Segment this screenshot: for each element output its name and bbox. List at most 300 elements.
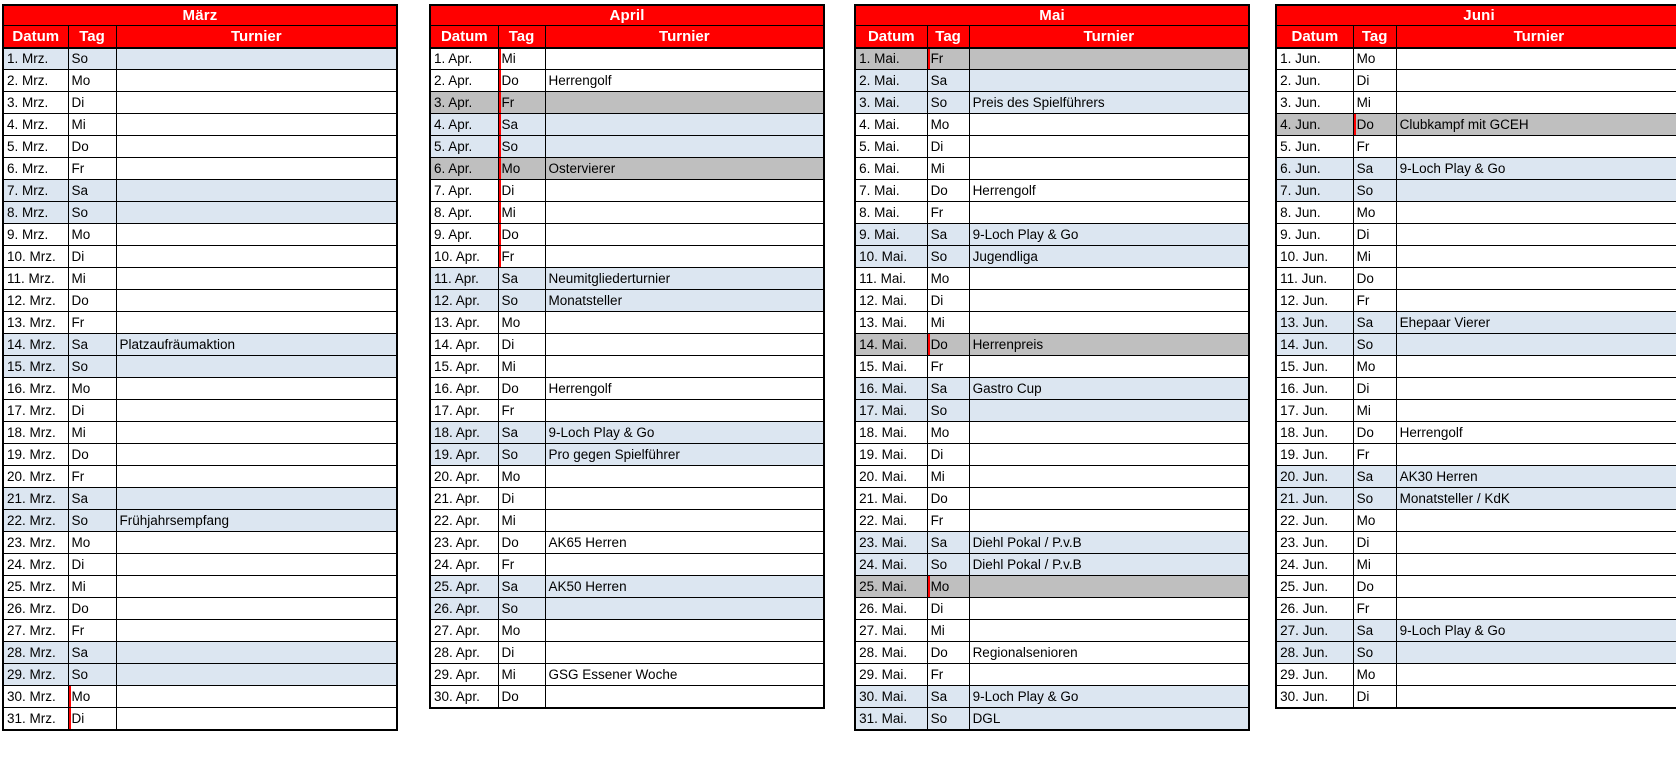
red-highlight-bar: [498, 158, 501, 180]
weekday-cell: [68, 114, 116, 136]
tournament-cell: Herrengolf: [969, 180, 1249, 202]
tournament-cell: [116, 686, 397, 708]
day-row: [430, 48, 824, 70]
tournament-cell: [1396, 180, 1676, 202]
date-cell: 2. Apr.: [430, 70, 498, 92]
date-cell: 21. Apr.: [430, 488, 498, 510]
weekday-cell: [498, 246, 545, 268]
weekday-cell: [68, 510, 116, 532]
weekday-cell: [68, 290, 116, 312]
tournament-cell: [1396, 444, 1676, 466]
weekday-label: Sa: [71, 491, 89, 506]
weekday-label: Do: [1356, 271, 1374, 286]
date-cell: 29. Jun.: [1276, 664, 1353, 686]
weekday-cell: [1353, 290, 1396, 312]
date-cell: 5. Mrz.: [3, 136, 68, 158]
date-cell: 16. Jun.: [1276, 378, 1353, 400]
tournament-cell: [116, 268, 397, 290]
tournament-cell: Herrenpreis: [969, 334, 1249, 356]
weekday-cell: [927, 356, 969, 378]
tournament-cell: [969, 444, 1249, 466]
tournament-cell: 9-Loch Play & Go: [545, 422, 824, 444]
weekday-cell: [1353, 598, 1396, 620]
month-calendar-april: [429, 4, 825, 709]
tournament-cell: [969, 290, 1249, 312]
date-cell: 21. Mai.: [855, 488, 927, 510]
day-row: [1276, 400, 1676, 422]
day-row: [3, 356, 397, 378]
weekday-label: Do: [71, 293, 89, 308]
weekday-cell: [1353, 554, 1396, 576]
day-row: [3, 466, 397, 488]
weekday-cell: [927, 70, 969, 92]
tournament-cell: [545, 510, 824, 532]
day-row: [430, 334, 824, 356]
weekday-cell: [498, 378, 545, 400]
tournament-cell: [969, 466, 1249, 488]
weekday-label: Di: [1356, 688, 1370, 704]
weekday-label: Mo: [930, 425, 950, 440]
calendar-table-maerz: [2, 4, 398, 731]
weekday-cell: [68, 488, 116, 510]
tournament-cell: Platzaufräumaktion: [116, 334, 397, 356]
tournament-cell: [1396, 136, 1676, 158]
day-row: [430, 312, 824, 334]
weekday-cell: [68, 598, 116, 620]
weekday-cell: [498, 224, 545, 246]
day-row: [855, 136, 1249, 158]
tournament-cell: [545, 202, 824, 224]
date-cell: 11. Jun.: [1276, 268, 1353, 290]
date-cell: 16. Mai.: [855, 378, 927, 400]
date-cell: 29. Mai.: [855, 664, 927, 686]
tournament-cell: [116, 136, 397, 158]
date-cell: 10. Mrz.: [3, 246, 68, 268]
weekday-label: Mo: [930, 579, 950, 594]
day-row: [3, 576, 397, 598]
weekday-label: Do: [930, 491, 948, 506]
day-row: [855, 532, 1249, 554]
date-cell: 23. Mai.: [855, 532, 927, 554]
date-cell: 15. Mrz.: [3, 356, 68, 378]
weekday-label: Sa: [1356, 623, 1374, 638]
weekday-label: Sa: [501, 117, 519, 132]
weekday-label: Do: [1356, 579, 1374, 594]
day-row: [1276, 268, 1676, 290]
weekday-label: Mo: [501, 623, 521, 638]
tournament-cell: [1396, 378, 1676, 400]
day-row: [855, 466, 1249, 488]
date-cell: 18. Jun.: [1276, 422, 1353, 444]
weekday-cell: [68, 246, 116, 268]
weekday-label: So: [501, 139, 519, 154]
tournament-cell: [1396, 334, 1676, 356]
red-highlight-bar: [927, 48, 930, 70]
calendar-table-mai: [854, 4, 1250, 731]
day-row: [3, 202, 397, 224]
date-cell: 13. Jun.: [1276, 312, 1353, 334]
day-row: [855, 444, 1249, 466]
red-highlight-bar: [498, 70, 501, 92]
weekday-cell: [68, 422, 116, 444]
day-row: [3, 224, 397, 246]
day-row: [3, 48, 397, 70]
day-row: [1276, 488, 1676, 510]
tournament-cell: 9-Loch Play & Go: [1396, 620, 1676, 642]
weekday-label: Di: [71, 403, 85, 418]
day-rows: [3, 48, 397, 730]
weekday-label: So: [930, 710, 948, 726]
weekday-label: Fr: [71, 161, 85, 176]
weekday-label: Di: [1356, 227, 1370, 242]
date-cell: 3. Apr.: [430, 92, 498, 114]
day-row: [855, 158, 1249, 180]
date-cell: 16. Apr.: [430, 378, 498, 400]
weekday-label: Mo: [1356, 513, 1376, 528]
weekday-label: Mi: [501, 513, 516, 528]
weekday-cell: [68, 664, 116, 686]
weekday-cell: [1353, 356, 1396, 378]
date-cell: 4. Jun.: [1276, 114, 1353, 136]
weekday-cell: [498, 312, 545, 334]
weekday-cell: [68, 224, 116, 246]
tournament-cell: [116, 444, 397, 466]
col-header-turnier: Turnier: [969, 26, 1249, 48]
day-row: [855, 180, 1249, 202]
day-row: [3, 664, 397, 686]
weekday-cell: [927, 290, 969, 312]
col-header-tag: Tag: [1353, 26, 1396, 48]
day-row: [430, 378, 824, 400]
weekday-label: Do: [71, 601, 89, 616]
tournament-cell: [545, 620, 824, 642]
weekday-label: So: [501, 601, 519, 616]
weekday-cell: [1353, 136, 1396, 158]
date-cell: 1. Apr.: [430, 48, 498, 70]
weekday-cell: [68, 444, 116, 466]
date-cell: 10. Mai.: [855, 246, 927, 268]
day-row: [3, 158, 397, 180]
day-row: [430, 598, 824, 620]
date-cell: 12. Apr.: [430, 290, 498, 312]
date-cell: 6. Mrz.: [3, 158, 68, 180]
tournament-cell: [545, 400, 824, 422]
weekday-label: So: [71, 359, 89, 374]
weekday-cell: [927, 246, 969, 268]
month-title: April: [430, 5, 824, 26]
weekday-cell: [1353, 422, 1396, 444]
weekday-cell: [927, 532, 969, 554]
red-highlight-bar: [68, 708, 71, 730]
weekday-label: Sa: [501, 271, 519, 286]
weekday-label: Do: [501, 73, 519, 88]
weekday-label: So: [501, 447, 519, 462]
weekday-cell: [1353, 620, 1396, 642]
date-cell: 7. Mai.: [855, 180, 927, 202]
weekday-cell: [1353, 114, 1396, 136]
tournament-cell: [969, 48, 1249, 70]
red-highlight-bar: [498, 92, 501, 114]
weekday-label: Mi: [1356, 557, 1371, 572]
date-cell: 19. Jun.: [1276, 444, 1353, 466]
day-row: [855, 224, 1249, 246]
tournament-cell: [969, 158, 1249, 180]
date-cell: 9. Apr.: [430, 224, 498, 246]
day-row: [1276, 180, 1676, 202]
tournament-cell: [545, 686, 824, 708]
day-row: [3, 532, 397, 554]
weekday-label: Sa: [1356, 469, 1374, 484]
day-row: [430, 510, 824, 532]
day-row: [855, 642, 1249, 664]
date-cell: 28. Jun.: [1276, 642, 1353, 664]
weekday-label: So: [1356, 183, 1374, 198]
day-row: [855, 378, 1249, 400]
day-row: [855, 422, 1249, 444]
weekday-label: Di: [71, 249, 85, 264]
weekday-cell: [498, 400, 545, 422]
weekday-cell: [927, 664, 969, 686]
day-row: [430, 664, 824, 686]
day-row: [430, 466, 824, 488]
weekday-cell: [68, 532, 116, 554]
tournament-cell: [116, 92, 397, 114]
weekday-label: So: [930, 403, 948, 418]
day-row: [1276, 136, 1676, 158]
weekday-cell: [498, 202, 545, 224]
date-cell: 8. Jun.: [1276, 202, 1353, 224]
date-cell: 11. Mai.: [855, 268, 927, 290]
weekday-label: Do: [501, 535, 519, 550]
date-cell: 8. Mai.: [855, 202, 927, 224]
date-cell: 19. Apr.: [430, 444, 498, 466]
weekday-label: Di: [930, 447, 944, 462]
weekday-label: Mo: [71, 73, 91, 88]
weekday-cell: [68, 400, 116, 422]
red-highlight-bar: [927, 576, 930, 598]
weekday-label: So: [71, 513, 89, 528]
weekday-cell: [1353, 444, 1396, 466]
date-cell: 22. Mrz.: [3, 510, 68, 532]
red-highlight-bar: [498, 114, 501, 136]
tournament-cell: Clubkampf mit GCEH: [1396, 114, 1676, 136]
tournament-cell: [116, 708, 397, 730]
weekday-cell: [927, 422, 969, 444]
day-row: [3, 114, 397, 136]
weekday-label: So: [930, 95, 948, 110]
tournament-cell: [1396, 202, 1676, 224]
date-cell: 18. Apr.: [430, 422, 498, 444]
weekday-label: Di: [1356, 381, 1370, 396]
weekday-cell: [1353, 664, 1396, 686]
date-cell: 1. Mrz.: [3, 48, 68, 70]
day-row: [430, 158, 824, 180]
weekday-cell: [1353, 268, 1396, 290]
weekday-cell: [498, 620, 545, 642]
weekday-cell: [1353, 180, 1396, 202]
day-row: [1276, 510, 1676, 532]
day-row: [1276, 224, 1676, 246]
tournament-cell: Frühjahrsempfang: [116, 510, 397, 532]
date-cell: 12. Mai.: [855, 290, 927, 312]
date-cell: 5. Apr.: [430, 136, 498, 158]
weekday-label: Fr: [501, 403, 515, 418]
date-cell: 19. Mrz.: [3, 444, 68, 466]
weekday-label: Di: [1356, 535, 1370, 550]
weekday-cell: [927, 686, 969, 708]
date-cell: 17. Mai.: [855, 400, 927, 422]
weekday-label: Mi: [1356, 249, 1371, 264]
tournament-cell: [1396, 356, 1676, 378]
tournament-cell: [1396, 48, 1676, 70]
weekday-label: Do: [71, 447, 89, 462]
weekday-label: Do: [1356, 425, 1374, 440]
weekday-label: Mi: [501, 359, 516, 374]
tournament-cell: [1396, 268, 1676, 290]
date-cell: 8. Apr.: [430, 202, 498, 224]
date-cell: 10. Apr.: [430, 246, 498, 268]
weekday-cell: [68, 268, 116, 290]
weekday-label: Mo: [71, 689, 91, 704]
date-cell: 12. Jun.: [1276, 290, 1353, 312]
tournament-cell: [116, 70, 397, 92]
date-cell: 9. Mai.: [855, 224, 927, 246]
weekday-cell: [1353, 510, 1396, 532]
day-row: [1276, 664, 1676, 686]
weekday-cell: [1353, 334, 1396, 356]
day-row: [1276, 290, 1676, 312]
tournament-cell: [116, 598, 397, 620]
weekday-cell: [498, 290, 545, 312]
date-cell: 27. Jun.: [1276, 620, 1353, 642]
weekday-cell: [1353, 312, 1396, 334]
tournament-cell: [969, 576, 1249, 598]
weekday-label: Fr: [930, 205, 944, 220]
tournament-cell: [1396, 686, 1676, 708]
weekday-label: Sa: [71, 183, 89, 198]
date-cell: 31. Mrz.: [3, 708, 68, 730]
weekday-label: Di: [930, 601, 944, 616]
date-cell: 29. Mrz.: [3, 664, 68, 686]
day-row: [3, 686, 397, 708]
day-row: [430, 356, 824, 378]
day-row: [1276, 70, 1676, 92]
red-highlight-bar: [1353, 114, 1356, 136]
date-cell: 16. Mrz.: [3, 378, 68, 400]
tournament-cell: [545, 246, 824, 268]
weekday-cell: [1353, 686, 1396, 708]
day-row: [1276, 466, 1676, 488]
tournament-cell: [545, 642, 824, 664]
tournament-cell: [969, 312, 1249, 334]
day-row: [1276, 114, 1676, 136]
weekday-cell: [498, 466, 545, 488]
tournament-cell: [1396, 510, 1676, 532]
red-highlight-bar: [498, 48, 501, 70]
tournament-cell: [116, 466, 397, 488]
weekday-label: Fr: [930, 51, 944, 67]
col-header-datum: Datum: [855, 26, 927, 48]
day-row: [430, 224, 824, 246]
weekday-cell: [927, 708, 969, 730]
weekday-cell: [927, 466, 969, 488]
weekday-label: Do: [501, 688, 519, 704]
tournament-cell: AK50 Herren: [545, 576, 824, 598]
weekday-cell: [498, 444, 545, 466]
weekday-cell: [68, 48, 116, 70]
day-row: [430, 400, 824, 422]
red-highlight-bar: [498, 224, 501, 246]
weekday-label: Di: [501, 491, 515, 506]
col-header-tag: Tag: [927, 26, 969, 48]
tournament-cell: [969, 202, 1249, 224]
weekday-cell: [927, 158, 969, 180]
weekday-cell: [498, 642, 545, 664]
day-row: [855, 510, 1249, 532]
date-cell: 2. Mai.: [855, 70, 927, 92]
day-row: [3, 444, 397, 466]
weekday-cell: [1353, 158, 1396, 180]
day-row: [1276, 92, 1676, 114]
date-cell: 6. Apr.: [430, 158, 498, 180]
weekday-label: Fr: [1356, 601, 1370, 616]
weekday-cell: [1353, 576, 1396, 598]
date-cell: 26. Apr.: [430, 598, 498, 620]
weekday-label: Mo: [501, 161, 521, 176]
tournament-cell: Ostervierer: [545, 158, 824, 180]
day-row: [430, 268, 824, 290]
day-row: [855, 268, 1249, 290]
weekday-cell: [68, 136, 116, 158]
date-cell: 8. Mrz.: [3, 202, 68, 224]
col-header-tag: Tag: [498, 26, 545, 48]
weekday-cell: [1353, 48, 1396, 70]
weekday-cell: [1353, 532, 1396, 554]
tournament-cell: [116, 642, 397, 664]
weekday-label: So: [71, 51, 89, 67]
weekday-cell: [68, 202, 116, 224]
weekday-label: Fr: [501, 249, 515, 264]
tournament-cell: Herrengolf: [545, 70, 824, 92]
weekday-label: Do: [930, 645, 948, 660]
tournament-cell: [969, 136, 1249, 158]
weekday-label: Di: [930, 139, 944, 154]
weekday-cell: [68, 312, 116, 334]
day-row: [430, 114, 824, 136]
tournament-cell: 9-Loch Play & Go: [969, 224, 1249, 246]
date-cell: 6. Mai.: [855, 158, 927, 180]
date-cell: 25. Jun.: [1276, 576, 1353, 598]
date-cell: 1. Jun.: [1276, 48, 1353, 70]
day-row: [1276, 576, 1676, 598]
weekday-label: Mo: [71, 227, 91, 242]
weekday-label: Sa: [71, 337, 89, 352]
day-row: [430, 642, 824, 664]
day-row: [855, 576, 1249, 598]
weekday-label: Fr: [71, 315, 85, 330]
tournament-cell: [545, 114, 824, 136]
weekday-label: Do: [501, 227, 519, 242]
tournament-cell: Diehl Pokal / P.v.B: [969, 532, 1249, 554]
tournament-cell: Jugendliga: [969, 246, 1249, 268]
date-cell: 27. Apr.: [430, 620, 498, 642]
weekday-label: Sa: [1356, 161, 1374, 176]
weekday-label: Do: [930, 337, 948, 352]
date-cell: 13. Mrz.: [3, 312, 68, 334]
date-cell: 27. Mai.: [855, 620, 927, 642]
weekday-label: Di: [71, 710, 85, 726]
date-cell: 23. Apr.: [430, 532, 498, 554]
